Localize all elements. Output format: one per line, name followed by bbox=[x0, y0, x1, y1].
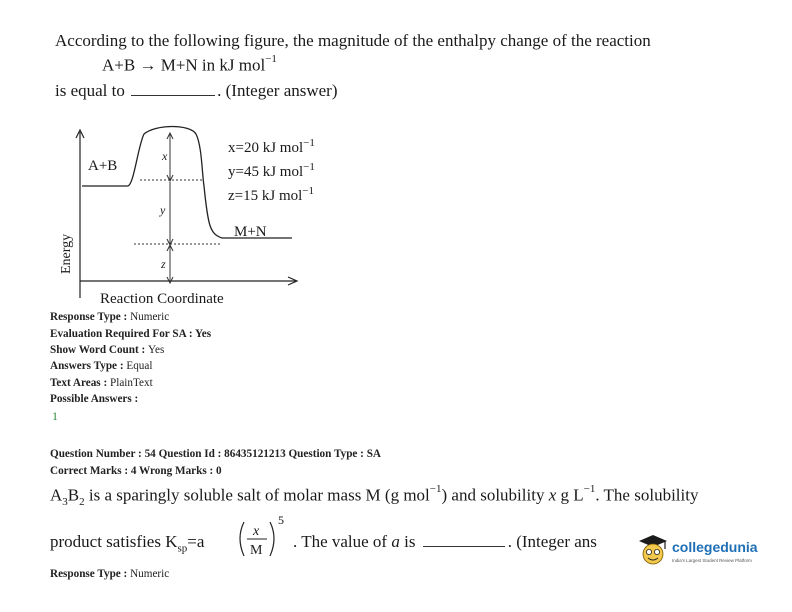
x-axis-label: Reaction Coordinate bbox=[100, 291, 224, 307]
ksp-sub: sp bbox=[177, 542, 188, 555]
q2-text: ) and solubility bbox=[441, 485, 545, 505]
z-arrow-label: z bbox=[161, 257, 166, 271]
q2-text: product satisfies K bbox=[50, 532, 178, 551]
x-value-text: x=20 kJ mol bbox=[228, 140, 304, 156]
q2-text: B bbox=[67, 485, 80, 505]
meta-label: Answers Type : bbox=[50, 360, 124, 372]
question2-header-line2: Correct Marks : 4 Wrong Marks : 0 bbox=[50, 465, 222, 477]
energy-profile-diagram bbox=[52, 126, 315, 310]
y-value bbox=[228, 161, 315, 180]
question2-line2-start bbox=[50, 532, 204, 554]
fraction-denominator: M bbox=[250, 543, 263, 558]
y-value-text: y=45 kJ mol bbox=[228, 164, 304, 180]
q2-text: . (Integer ans bbox=[507, 532, 597, 551]
meta-value: Yes bbox=[194, 328, 212, 340]
solubility-fraction bbox=[236, 512, 292, 562]
question1-line3 bbox=[55, 81, 338, 101]
question1-line1: According to the following figure, the magnitude of the enthalpy change of the reaction bbox=[55, 31, 651, 50]
answer-blank-2 bbox=[423, 534, 505, 547]
meta-value: Numeric bbox=[130, 311, 170, 323]
q2-sup: −1 bbox=[429, 483, 442, 495]
y-axis-label: Energy bbox=[59, 233, 74, 274]
q2-text: is a sparingly soluble salt of molar mass M (g mol bbox=[88, 485, 430, 505]
meta-response-type bbox=[50, 311, 169, 323]
z-value-sup: −1 bbox=[302, 185, 315, 197]
answer-blank bbox=[131, 83, 215, 96]
meta-value: Equal bbox=[126, 360, 153, 372]
meta-value: PlainText bbox=[109, 377, 153, 389]
mascot-icon bbox=[636, 532, 670, 570]
logo-tagline: India's Largest Student Review Platform bbox=[672, 558, 752, 563]
q2-sub: 2 bbox=[79, 496, 85, 509]
line3-prefix: is equal to bbox=[55, 81, 125, 100]
meta-text-areas bbox=[50, 377, 153, 389]
q2-var: x bbox=[548, 485, 557, 505]
left-paren bbox=[240, 522, 244, 556]
reaction-text: A+B → M+N in kJ mol bbox=[102, 55, 266, 75]
meta-label: Show Word Count : bbox=[50, 344, 146, 356]
q2-sub: 3 bbox=[62, 496, 68, 509]
logo-text: collegedunia bbox=[672, 539, 758, 555]
meta-label: Response Type : bbox=[50, 311, 128, 323]
question2-header-line1: Question Number : 54 Question Id : 86435121213 Question Type : SA bbox=[50, 448, 381, 460]
right-paren bbox=[270, 522, 274, 556]
x-arrow-label: x bbox=[162, 149, 168, 163]
meta-answers-type bbox=[50, 360, 152, 372]
collegedunia-logo bbox=[636, 530, 786, 572]
meta2-response-type bbox=[50, 568, 169, 580]
reactant-label: A+B bbox=[88, 158, 118, 174]
meta-label: Evaluation Required For SA : bbox=[50, 328, 193, 340]
meta-value: Yes bbox=[148, 344, 165, 356]
z-value-text: z=15 kJ mol bbox=[228, 188, 303, 204]
meta-value: Numeric bbox=[130, 568, 170, 580]
q2-text: =a bbox=[187, 532, 205, 551]
possible-answer-value: 1 bbox=[52, 409, 58, 423]
q2-text: is bbox=[404, 532, 416, 551]
q2-var: a bbox=[391, 532, 400, 551]
meta-eval-required bbox=[50, 328, 211, 340]
z-value bbox=[228, 185, 314, 204]
reaction-unit-sup: −1 bbox=[265, 53, 277, 65]
question2-line1 bbox=[50, 485, 698, 508]
question2-line2-end bbox=[293, 532, 597, 552]
q2-text: A bbox=[50, 485, 63, 505]
q2-text: g L bbox=[560, 485, 584, 505]
meta-word-count bbox=[50, 344, 164, 356]
fraction-numerator: x bbox=[253, 524, 260, 539]
y-arrow-label: y bbox=[160, 203, 166, 217]
x-value bbox=[228, 137, 315, 156]
y-value-sup: −1 bbox=[303, 161, 315, 173]
meta-label: Text Areas : bbox=[50, 377, 108, 389]
x-value-sup: −1 bbox=[303, 137, 315, 149]
line3-suffix: . (Integer answer) bbox=[217, 81, 338, 100]
q2-text: . The solubility bbox=[595, 485, 699, 505]
meta-possible-answers: Possible Answers : bbox=[50, 393, 139, 405]
meta-label: Response Type : bbox=[50, 568, 128, 580]
product-label: M+N bbox=[234, 224, 267, 240]
question1-reaction bbox=[102, 55, 277, 76]
q2-sup: −1 bbox=[583, 483, 596, 495]
fraction-power: 5 bbox=[278, 513, 284, 527]
q2-text: . The value of bbox=[293, 532, 388, 551]
